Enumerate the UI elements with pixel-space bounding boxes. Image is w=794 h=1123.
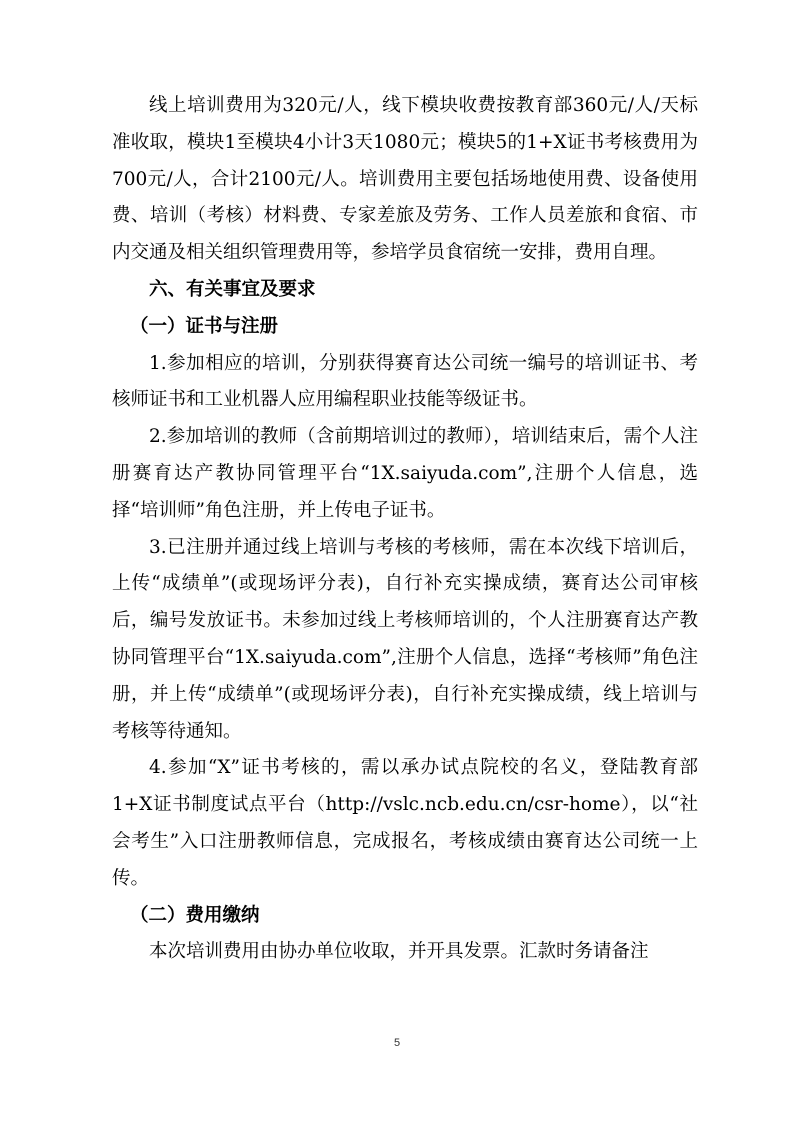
list-item-2: 2.参加培训的教师（含前期培训过的教师），培训结束后，需个人注册赛育达产教协同管理平台“1X.saiyuda.com”,注册个人信息，选择“培训师”角色注册，并上传电子证书。 — [112, 426, 698, 521]
page-number: 5 — [393, 1037, 401, 1049]
list-item-4: 4.参加“X”证书考核的，需以承办试点院校的名义，登陆教育部1+X证书制度试点平台（http://vslc.ncb.edu.cn/csr-home），以“社会考生”入口注册教师信息，完成报名，考核成绩由赛育达公司统一上传。 — [112, 757, 698, 889]
fee-paragraph: 线上培训费用为320元/人，线下模块收费按教育部360元/人/天标准收取，模块1至模块4小计3天1080元；模块5的1+X证书考核费用为700元/人，合计2100元/人。培训费用主要包括场地使用费、设备使用费、培训（考核）材料费、专家差旅及劳务、工作人员差旅和食宿、市内交通及相关组织管理费用等，参培学员食宿统一安排，费用自理。 — [112, 95, 698, 264]
subheading-certificate-registration: （一）证书与注册 — [130, 315, 279, 337]
list-item-1: 1.参加相应的培训，分别获得赛育达公司统一编号的培训证书、考核师证书和工业机器人应用编程职业技能等级证书。 — [112, 352, 698, 411]
subheading-fee-payment: （二）费用缴纳 — [130, 904, 260, 926]
section-heading-requirements: 六、有关事宜及要求 — [149, 278, 316, 300]
document-body — [112, 88, 698, 971]
list-item-3: 3.已注册并通过线上培训与考核的考核师，需在本次线下培训后，上传“成绩单”(或现场评分表)，自行补充实操成绩，赛育达公司审核后，编号发放证书。未参加过线上考核师培训的，个人注册赛育达产教协同管理平台“1X.saiyuda.com”,注册个人信息，选择“考核师”角色注册，并上传“成绩单”(或现场评分表)，自行补充实操成绩，线上培训与考核等待通知。 — [112, 536, 698, 742]
payment-paragraph: 本次培训费用由协办单位收取，并开具发票。汇款时务请备注 — [149, 941, 649, 963]
